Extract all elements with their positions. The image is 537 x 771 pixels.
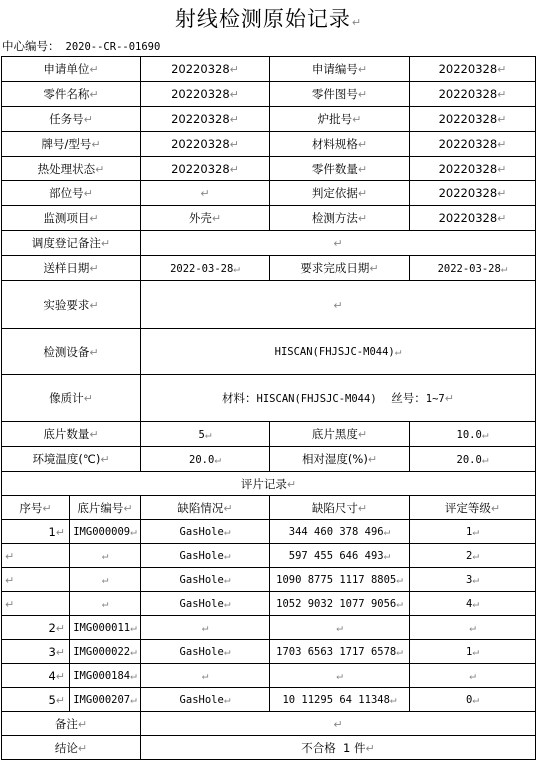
film-no-cell: ↵ xyxy=(70,544,141,568)
film-header-grade: 评定等级↵ xyxy=(410,496,536,520)
env-temp-label: 环境温度(℃)↵ xyxy=(2,447,141,472)
part-qty-value: 20220328↵ xyxy=(410,157,536,181)
center-number xyxy=(2,38,160,54)
row-task xyxy=(2,107,536,132)
table-row xyxy=(2,616,536,640)
row-apply xyxy=(2,57,536,82)
film-no-cell: ↵ xyxy=(70,592,141,616)
part-name-value: 20220328↵ xyxy=(141,82,270,107)
material-spec-value: 20220328↵ xyxy=(410,132,536,157)
film-header-film-no: 底片编号↵ xyxy=(70,496,141,520)
center-number-label: 中心编号： xyxy=(2,39,60,53)
row-dispatch xyxy=(2,231,536,256)
film-density-value: 10.0↵ xyxy=(410,422,536,447)
seq-cell: ↵ xyxy=(2,568,70,592)
row-position xyxy=(2,181,536,206)
criteria-label: 判定依据↵ xyxy=(270,181,410,206)
table-row xyxy=(2,664,536,688)
dispatch-note-value: ↵ xyxy=(141,231,536,256)
size-cell: 1703 6563 1717 6578↵ xyxy=(270,640,410,664)
size-cell: ↵ xyxy=(270,616,410,640)
remark-value: ↵ xyxy=(141,712,536,736)
document-title xyxy=(0,3,537,33)
inspection-method-label: 检测方法↵ xyxy=(270,206,410,231)
table-row xyxy=(2,520,536,544)
heat-treatment-value: 20220328↵ xyxy=(141,157,270,181)
grade-cell: 2↵ xyxy=(410,544,536,568)
apply-no-label: 申请编号↵ xyxy=(270,57,410,82)
table-row xyxy=(2,568,536,592)
send-date-label: 送样日期↵ xyxy=(2,256,141,281)
apply-unit-value: 20220328↵ xyxy=(141,57,270,82)
film-header-seq: 序号↵ xyxy=(2,496,70,520)
row-requirement xyxy=(2,281,536,329)
apply-unit-label: 申请单位↵ xyxy=(2,57,141,82)
material-spec-label: 材料规格↵ xyxy=(270,132,410,157)
test-requirement-value: ↵ xyxy=(141,281,536,329)
size-cell: ↵ xyxy=(270,664,410,688)
record-table xyxy=(1,56,536,760)
equipment-value: HISCAN(FHJSJC-M044)↵ xyxy=(141,329,536,375)
task-no-label: 任务号↵ xyxy=(2,107,141,132)
defect-cell: GasHole↵ xyxy=(141,640,270,664)
row-film xyxy=(2,422,536,447)
seq-cell: ↵ xyxy=(2,592,70,616)
table-row xyxy=(2,544,536,568)
document-title-text: 射线检测原始记录 xyxy=(174,7,351,31)
defect-cell: ↵ xyxy=(141,664,270,688)
row-dates xyxy=(2,256,536,281)
film-density-label: 底片黑度↵ xyxy=(270,422,410,447)
grade-cell: 1↵ xyxy=(410,640,536,664)
row-iqi xyxy=(2,375,536,422)
film-no-cell: IMG000207↵ xyxy=(70,688,141,712)
conclusion-value: 不合格 1 件↵ xyxy=(141,736,536,760)
film-record-header-row xyxy=(2,496,536,520)
row-env xyxy=(2,447,536,472)
size-cell: 597 455 646 493↵ xyxy=(270,544,410,568)
env-temp-value: 20.0↵ xyxy=(141,447,270,472)
part-drawing-value: 20220328↵ xyxy=(410,82,536,107)
position-no-value: ↵ xyxy=(141,181,270,206)
film-qty-label: 底片数量↵ xyxy=(2,422,141,447)
furnace-no-value: 20220328↵ xyxy=(410,107,536,132)
apply-no-value: 20220328↵ xyxy=(410,57,536,82)
film-no-cell: IMG000022↵ xyxy=(70,640,141,664)
dispatch-note-label: 调度登记备注↵ xyxy=(2,231,141,256)
brand-model-value: 20220328↵ xyxy=(141,132,270,157)
seq-cell: 2↵ xyxy=(2,616,70,640)
film-qty-value: 5↵ xyxy=(141,422,270,447)
humidity-label: 相对湿度(%)↵ xyxy=(270,447,410,472)
defect-cell: GasHole↵ xyxy=(141,520,270,544)
iqi-label: 像质计↵ xyxy=(2,375,141,422)
seq-cell: ↵ xyxy=(2,544,70,568)
send-date-value: 2022-03-28↵ xyxy=(141,256,270,281)
film-no-cell: IMG000011↵ xyxy=(70,616,141,640)
row-part xyxy=(2,82,536,107)
test-requirement-label: 实验要求↵ xyxy=(2,281,141,329)
position-no-label: 部位号↵ xyxy=(2,181,141,206)
table-row xyxy=(2,640,536,664)
iqi-value: 材料：HISCAN(FHJSJC-M044) 丝号：1~7↵ xyxy=(141,375,536,422)
defect-cell: GasHole↵ xyxy=(141,688,270,712)
film-header-size: 缺陷尺寸↵ xyxy=(270,496,410,520)
row-heat xyxy=(2,157,536,181)
furnace-no-label: 炉批号↵ xyxy=(270,107,410,132)
inspection-item-label: 监测项目↵ xyxy=(2,206,141,231)
row-brand xyxy=(2,132,536,157)
film-no-cell: ↵ xyxy=(70,568,141,592)
row-equipment xyxy=(2,329,536,375)
part-drawing-label: 零件图号↵ xyxy=(270,82,410,107)
required-date-label: 要求完成日期↵ xyxy=(270,256,410,281)
criteria-value: 20220328↵ xyxy=(410,181,536,206)
size-cell: 1090 8775 1117 8805↵ xyxy=(270,568,410,592)
film-no-cell: IMG000184↵ xyxy=(70,664,141,688)
seq-cell: 5↵ xyxy=(2,688,70,712)
grade-cell: ↵ xyxy=(410,664,536,688)
defect-cell: ↵ xyxy=(141,616,270,640)
grade-cell: ↵ xyxy=(410,616,536,640)
table-row xyxy=(2,688,536,712)
remark-label: 备注↵ xyxy=(2,712,141,736)
film-header-defect: 缺陷情况↵ xyxy=(141,496,270,520)
size-cell: 1052 9032 1077 9056↵ xyxy=(270,592,410,616)
humidity-value: 20.0↵ xyxy=(410,447,536,472)
defect-cell: GasHole↵ xyxy=(141,592,270,616)
conclusion-label: 结论↵ xyxy=(2,736,141,760)
row-film-record-title xyxy=(2,472,536,496)
film-no-cell: IMG000009↵ xyxy=(70,520,141,544)
paragraph-mark: ↵ xyxy=(351,16,363,29)
size-cell: 10 11295 64 11348↵ xyxy=(270,688,410,712)
equipment-label: 检测设备↵ xyxy=(2,329,141,375)
grade-cell: 1↵ xyxy=(410,520,536,544)
task-no-value: 20220328↵ xyxy=(141,107,270,132)
grade-cell: 0↵ xyxy=(410,688,536,712)
brand-model-label: 牌号/型号↵ xyxy=(2,132,141,157)
grade-cell: 4↵ xyxy=(410,592,536,616)
row-conclusion xyxy=(2,736,536,760)
inspection-item-value: 外壳↵ xyxy=(141,206,270,231)
table-row xyxy=(2,592,536,616)
part-qty-label: 零件数量↵ xyxy=(270,157,410,181)
grade-cell: 3↵ xyxy=(410,568,536,592)
film-record-title: 评片记录↵ xyxy=(2,472,536,496)
row-remark xyxy=(2,712,536,736)
defect-cell: GasHole↵ xyxy=(141,544,270,568)
inspection-method-value: 20220328↵ xyxy=(410,206,536,231)
defect-cell: GasHole↵ xyxy=(141,568,270,592)
heat-treatment-label: 热处理状态↵ xyxy=(2,157,141,181)
size-cell: 344 460 378 496↵ xyxy=(270,520,410,544)
seq-cell: 4↵ xyxy=(2,664,70,688)
seq-cell: 1↵ xyxy=(2,520,70,544)
center-number-value: 2020--CR--01690 xyxy=(65,41,161,53)
part-name-label: 零件名称↵ xyxy=(2,82,141,107)
seq-cell: 3↵ xyxy=(2,640,70,664)
required-date-value: 2022-03-28↵ xyxy=(410,256,536,281)
row-inspection xyxy=(2,206,536,231)
